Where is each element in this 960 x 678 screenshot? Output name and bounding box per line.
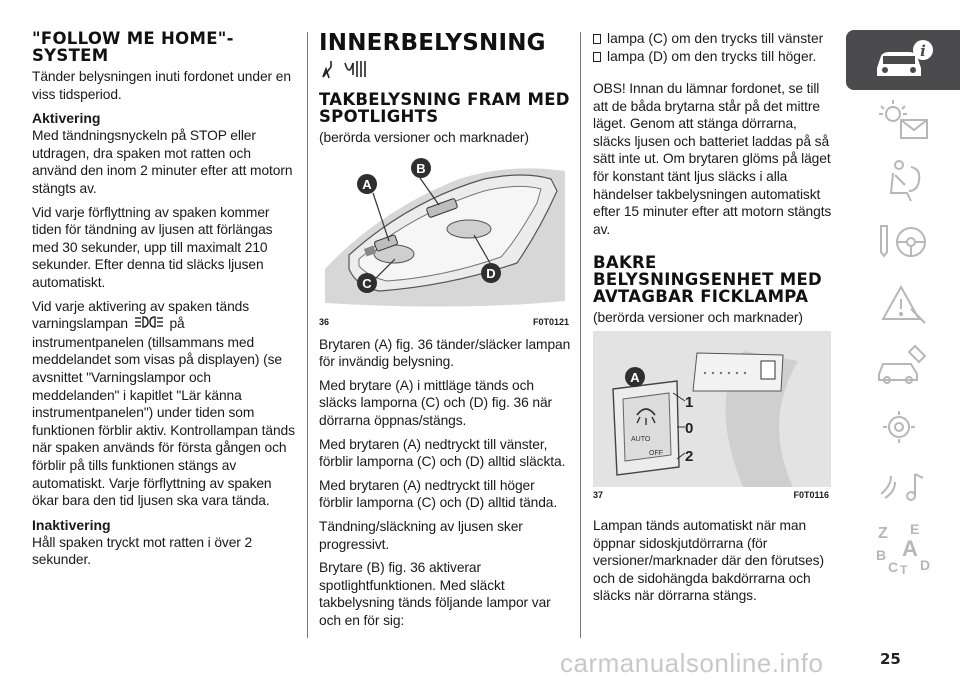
svg-text:i: i: [920, 42, 926, 60]
figure-36-caption: [319, 314, 571, 330]
svg-text:B: B: [416, 160, 426, 176]
intro-paragraph: Tänder belysningen inuti fordonet under en viss tidsperiod.: [32, 69, 291, 102]
headlight-indicator-icon: [134, 315, 164, 334]
figure-37-caption: [593, 487, 831, 503]
activation-paragraph-1: Med tändningsnyckeln på STOP eller utdragen, dra spaken mot ratten och använd den inom 2 minuter efter att motorn stängts av.: [32, 128, 293, 196]
activation-paragraph-3-start: Vid varje aktivering av spaken tänds varningslampan: [32, 298, 250, 332]
svg-text:AUTO: AUTO: [631, 435, 651, 443]
tab-car-info[interactable]: [846, 30, 960, 90]
key-steering-icon: [871, 218, 935, 268]
rear-lamp-illustration: [593, 331, 831, 487]
svg-text:D: D: [920, 557, 931, 573]
follow-me-home-section: [32, 30, 297, 575]
page-number: 25: [880, 650, 901, 668]
svg-text:OFF: OFF: [649, 449, 663, 457]
activation-heading: Aktivering: [32, 110, 101, 127]
lights-warning-icon: [871, 96, 935, 146]
svg-text:A: A: [902, 536, 918, 561]
figure-number: 36: [319, 316, 330, 327]
tab-multimedia[interactable]: [846, 457, 960, 517]
svg-text:C: C: [362, 275, 372, 291]
activation-paragraph-3: [32, 298, 297, 510]
paragraph-1: Brytaren (A) fig. 36 tänder/släcker lampan för invändig belysning.: [319, 336, 571, 370]
seat-airbag-icon: [871, 157, 935, 207]
svg-text:B: B: [876, 547, 887, 563]
bullet-box-icon: [593, 34, 601, 44]
front-ceiling-light-illustration: [319, 151, 571, 314]
section-title: "FOLLOW ME HOME"-SYSTEM: [32, 29, 234, 65]
wrench-car-icon: [871, 340, 935, 390]
figure-37-label-a: [625, 367, 645, 387]
paragraph-3: Med brytaren (A) nedtryckt till vänster, förblir lamporna (C) och (D) alltid släckta.: [319, 436, 566, 470]
tab-emergency[interactable]: [846, 274, 960, 334]
bullet-text: lampa (C) om den trycks till vänster: [607, 31, 824, 46]
paragraph-2: Med brytare (A) i mittläge tänds och släcks lamporna (C) och (D) fig. 36 när dörrarna öppnas/stängs.: [319, 377, 553, 428]
tab-safety[interactable]: [846, 152, 960, 212]
svg-text:C: C: [888, 559, 899, 575]
svg-text:D: D: [486, 265, 496, 281]
activation-paragraph-2: Vid varje förflyttning av spaken kommer tiden för tändning av ljusen att förlängas med 30 sekunder, upp till maximalt 210 sekunder. Efter denna tid släcks ljusen automatiskt.: [32, 204, 273, 290]
version-note: (berörda versioner och marknader): [319, 130, 529, 145]
figure-37-label-0: 0: [685, 419, 694, 437]
column-divider-2: [580, 32, 581, 638]
paragraph-4: Med brytaren (A) nedtryckt till höger förblir lamporna (C) och (D) alltid tända.: [319, 477, 558, 511]
bullet-box-icon: [593, 52, 601, 62]
deactivation-heading: Inaktivering: [32, 516, 111, 533]
version-note: (berörda versioner och marknader): [593, 310, 803, 326]
subsection-title: BAKRE BELYSNINGSENHET MED AVTAGBAR FICKLAMPA: [593, 253, 823, 307]
chapter-sidebar: [846, 30, 960, 579]
note-paragraph: OBS! Innan du lämnar fordonet, se till att de båda brytarna står på det mittre läget. Genom att stänga dörrarna, släcks ljusen och batteriet laddas på så sätt inte ut. Om brytaren glöms på läget för konstant tänt ljus släcks i alla händelser takbelysningen automatiskt efter 15 minuter efter att motorn stängts av.: [593, 81, 832, 237]
list-item: [593, 48, 833, 66]
tab-technical-data[interactable]: [846, 396, 960, 456]
figure-36-label-b: [411, 158, 431, 178]
paragraph-6: Brytare (B) fig. 36 aktiverar spotlightfunktionen. Med släckt takbelysning tänds följande lampor var och en för sig:: [319, 560, 551, 628]
svg-text:A: A: [630, 369, 640, 385]
rear-lighting-section: [593, 30, 833, 611]
figure-36-label-a: [357, 174, 377, 194]
index-letters-icon: [868, 520, 938, 576]
figure-36-label-d: [481, 263, 501, 283]
list-item: [593, 30, 833, 48]
svg-text:T: T: [900, 563, 908, 576]
bullet-text: lampa (D) om den trycks till höger.: [607, 49, 817, 64]
paragraph-lamp: Lampan tänds automatiskt när man öppnar sidoskjutdörrarna (för versioner/marknader där den förutses) och de sidohängda bakdörrarna och släcks när dörrarna stängs.: [593, 517, 824, 604]
figure-36-label-c: [357, 273, 377, 293]
tab-maintenance[interactable]: [846, 335, 960, 395]
svg-text:A: A: [362, 176, 372, 192]
gear-icon: [871, 401, 935, 451]
figure-37: [593, 331, 831, 487]
activation-paragraph-3-end: på instrumentpanelen (tillsammans med meddelandet som visas på displayen) (se avsnittet "Varningslampor och meddelanden" i kapitlet "Lär känna instrumentpanelen") under tiden som funktionen förblir aktiv. Kontrollampan tänds när spaken används för första gången och förblir på tills funktionen stängs av automatiskt. Varje förflyttning av spaken ökar bara den tid ljusen ska vara tända.: [32, 316, 295, 509]
tab-index[interactable]: [846, 518, 960, 578]
ceiling-light-icon: [319, 59, 571, 83]
figure-37-label-2: 2: [685, 447, 694, 465]
warning-triangle-icon: [871, 279, 935, 329]
media-icon: [871, 462, 935, 512]
figure-37-label-1: 1: [685, 393, 694, 411]
deactivation-paragraph: Håll spaken tryckt mot ratten i över 2 sekunder.: [32, 534, 253, 568]
figure-code: F0T0121: [532, 316, 569, 327]
watermark: carmanualsonline.info: [560, 648, 824, 678]
column-divider-1: [307, 32, 308, 638]
figure-36: [319, 151, 571, 314]
figure-number: 37: [593, 489, 604, 500]
svg-text:E: E: [910, 521, 920, 537]
subsection-title: TAKBELYSNING FRAM MED SPOTLIGHTS: [319, 90, 570, 126]
figure-code: F0T0116: [793, 489, 829, 500]
chapter-title: INNERBELYSNING: [319, 30, 546, 56]
tab-starting-driving[interactable]: [846, 213, 960, 273]
car-info-icon: [871, 38, 935, 82]
paragraph-5: Tändning/släckning av ljusen sker progressivt.: [319, 518, 523, 552]
svg-text:Z: Z: [878, 525, 888, 542]
tab-lights-warnings[interactable]: [846, 91, 960, 151]
interior-lighting-section: [319, 30, 571, 636]
